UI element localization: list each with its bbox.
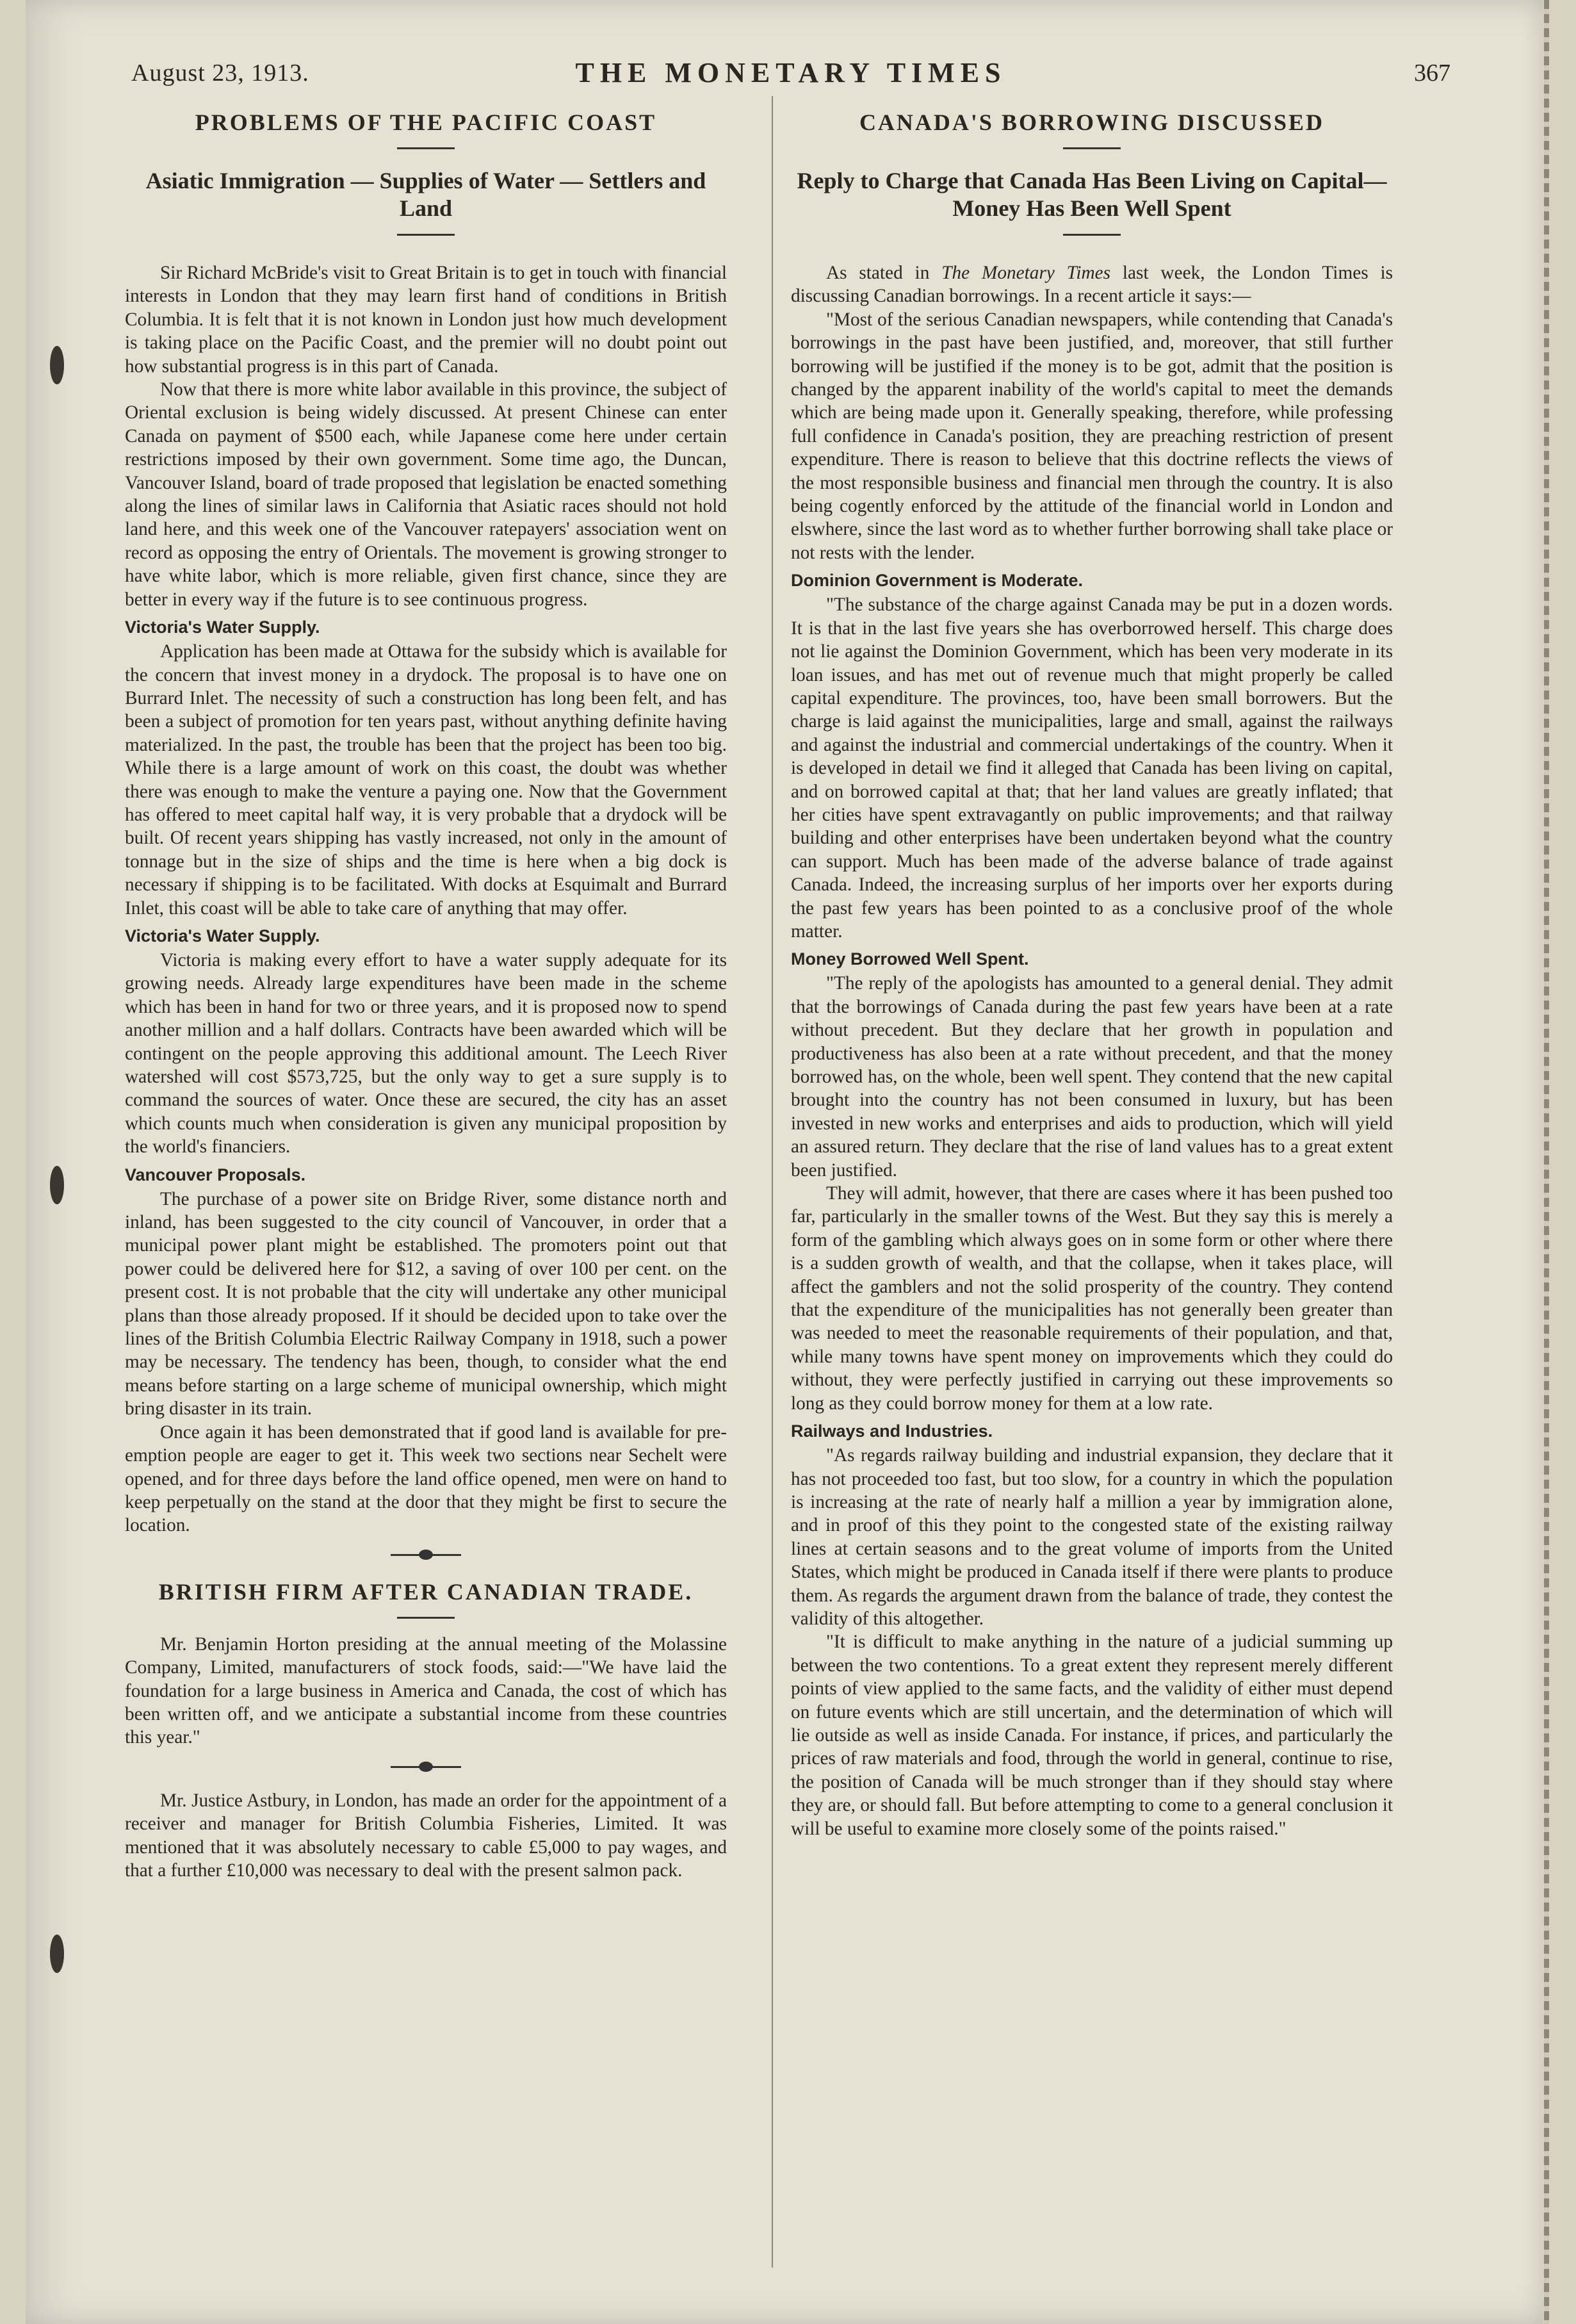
left-column [125, 96, 727, 1882]
paragraph: "The substance of the charge against Canada may be put in a dozen words. It is that in the last five years she has overborrowed herself. This charge does not lie against the Dominion Government, which has been very moderate in its loan issues, and has met out of revenue much that might properly be called capital expenditure. The provinces, too, have been small borrowers. But the charge is laid against the municipalities, large and small, against the railways and against the industrial and commercial undertakings of the country. When it is developed in detail we find it alleged that Canada has been living on capital, and on borrowed capital at that; that her land values are greatly inflated; that her cities have spent extravagantly on public improvements; and that railway building and other enterprises have been undertaken beyond what the country can support. Much has been made of the adverse balance of trade against Canada. Indeed, the increasing surplus of her imports over her exports during the past few years has been pointed to as a conclusive proof of the whole matter. [791, 594, 1393, 942]
paragraph: Now that there is more white labor available in this province, the subject of Oriental exclusion is being widely discussed. At present Chinese can enter Canada on payment of $500 each, while Japanese come here under certain restrictions imposed by their own government. Some time ago, the Duncan, Vancouver Island, board of trade proposed that legislation be enacted something along the lines of similar laws in California that Asiatic races should not hold land here, and this week one of the Vancouver ratepayers' association went on record as opposing the entry of Orientals. The movement is growing stronger to have white labor, which is more reliable, given first chance, since they are better in every way if the future is to see continuous progress. [125, 379, 727, 610]
page-edge [1544, 0, 1549, 2324]
paragraph: Mr. Justice Astbury, in London, has made an order for the appointment of a receiver and manager for British Columbia Fisheries, Limited. It was mentioned that it was absolutely necessary to cable £5,000 to pay wages, and that a further £10,000 was necessary to deal with the present salmon pack. [125, 1790, 727, 1881]
section-heading: Victoria's Water Supply. [125, 926, 320, 945]
title-rule [1063, 147, 1121, 149]
paragraph: Sir Richard McBride's visit to Great Britain is to get in touch with financial interests in London that they may learn first hand of conditions in British Columbia. It is felt that it is not known in London just how much development is taking place on the Pacific Coast, and the premier will no doubt point out how substantial progress is in this part of Canada. [125, 263, 727, 377]
section-heading: Money Borrowed Well Spent. [791, 949, 1029, 969]
section-heading: Railways and Industries. [791, 1421, 993, 1441]
binding-hole [50, 1935, 64, 1973]
binding-hole [50, 1166, 64, 1204]
paragraph: Once again it has been demonstrated that if good land is available for pre-emption people are eager to get it. This week two sections near Sechelt were opened, and for three days before the land office opened, men were on hand to keep perpetually on the stand at the door that they might be first to secure the location. [125, 1421, 727, 1536]
page-number: 367 [1414, 60, 1450, 86]
ornament-divider [391, 1760, 461, 1774]
binding-hole [50, 346, 64, 384]
issue-date: August 23, 1913. [131, 60, 309, 86]
article-title: CANADA'S BORROWING DISCUSSED [859, 110, 1325, 135]
paragraph: "As regards railway building and industrial expansion, they declare that it has not proceeded too fast, but too slow, for a country in which the population is increasing at the rate of nearly half a million a year by immigration alone, and in proof of this they point to the congested state of the existing railway lines at certain seasons and to the great volume of imports from the United States, which might be produced in Canada itself if there were plants to produce them. As regards the argument drawn from the balance of trade, they contest the validity of this altogether. [791, 1445, 1393, 1629]
section-heading: Victoria's Water Supply. [125, 618, 320, 637]
publication-name: The Monetary Times [941, 263, 1111, 283]
subtitle-rule [1063, 234, 1121, 236]
paragraph: The purchase of a power site on Bridge River, some distance north and inland, has been suggested to the city council of Vancouver, in order that a municipal power plant might be established. The promoters point out that power could be delivered here for $12, a saving of over 100 per cent. on the present cost. It is not probable that the city will undertake any other municipal plans than those already proposed. If it should be decided upon to take over the lines of the British Columbia Electric Railway Company in 1918, such a power may be necessary. The tendency has been, though, to consider what the end means before starting on a large scheme of municipal ownership, which might bring disaster in its train. [125, 1188, 727, 1420]
paragraph: They will admit, however, that there are cases where it has been pushed too far, particularly in the smaller towns of the West. But they say this is merely a form of the gambling which always goes on in some form or other where there is a sudden growth of wealth, and that the collapse, when it takes place, will affect the gamblers and not the solid prosperity of the country. They contend that the expenditure of the municipalities has not generally been greater than was needed to meet the reasonable requirements of their population, and that, while many towns have spent money on improvements which they could do without, they were perfectly justified in carrying out these improvements so long as they could borrow money for them at a low rate. [791, 1183, 1393, 1414]
paragraph: "The reply of the apologists has amounted to a general denial. They admit that the borrowings of Canada during the past few years have been at a rate without precedent. But they declare that her growth in population and productiveness has also been at a rate without precedent, and that the money borrowed has, on the whole, been well spent. They contend that the new capital brought into the country has not been consumed in luxury, but has been invested in new works and enterprises and aids to production, which will yield an assured return. They declare that the rise of land values has to a great extent been justified. [791, 973, 1393, 1181]
running-header [131, 59, 1450, 97]
title-rule [397, 147, 455, 149]
title-rule [397, 1617, 455, 1619]
section-heading: Dominion Government is Moderate. [791, 571, 1084, 591]
column-divider [772, 96, 773, 2268]
paragraph [791, 261, 1393, 308]
paragraph: Mr. Benjamin Horton presiding at the annual meeting of the Molassine Company, Limited, manufacturers of stock foods, said:—"We have laid the foundation for a large business in America and Canada, the cost of which has been written off, and we anticipate a substantial income from these countries this year." [125, 1633, 727, 1748]
subtitle-rule [397, 234, 455, 236]
article-subtitle: Asiatic Immigration — Supplies of Water — Settlers and Land [145, 168, 706, 221]
masthead: THE MONETARY TIMES [575, 57, 1007, 88]
article-subtitle: Reply to Charge that Canada Has Been Living on Capital—Money Has Been Well Spent [797, 168, 1387, 221]
article-title: BRITISH FIRM AFTER CANADIAN TRADE. [158, 1578, 694, 1605]
intro-text: last week, the London Times is discussing Canadian borrowings. In a recent article it says:— [791, 263, 1393, 307]
section-heading: Vancouver Proposals. [125, 1165, 306, 1184]
paragraph: "Most of the serious Canadian newspapers, while contending that Canada's borrowings in the past have been justified, and, moreover, that still further borrowing will be justified if the money is to be got, admit that the position is changed by the apparent inability of the world's capital to meet the demands which are being made upon it. Generally speaking, therefore, while professing full confidence in Canada's position, they are preaching restriction of present expenditure. There is reason to believe that this doctrine reflects the views of the most responsible business and financial men through the country. It is also being cogently enforced by the attitude of the financial world in London and elswhere, since the last word as to whether further borrowing shall take place or not rests with the lender. [791, 309, 1393, 563]
right-column [791, 96, 1393, 1840]
ornament-divider [391, 1548, 461, 1562]
intro-text: As stated in [826, 263, 942, 283]
paragraph: "It is difficult to make anything in the nature of a judicial summing up between the two contentions. To a great extent they represent merely different points of view applied to the same facts, and the validity of either must depend on future events which are still uncertain, and the determination of which will lie outside as well as inside Canada. For instance, if prices, and particularly the prices of raw materials and food, through the world in general, continue to rise, the position of Canada will be much stronger than if they should stay where they are, or should fall. But before attempting to come to a general conclusion it will be useful to examine more closely some of the points raised." [791, 1632, 1393, 1839]
paragraph: Application has been made at Ottawa for the subsidy which is available for the concern that invest money in a drydock. The proposal is to have one on Burrard Inlet. The necessity of such a construction has long been felt, and has been a subject of promotion for ten years past, without anything definite having materialized. In the past, the trouble has been that the project has been too big. While there is a large amount of work on this coast, the doubt was whether there was enough to make the venture a paying one. Now that the Government has offered to meet capital half way, it is very probable that a drydock will be built. Of recent years shipping has vastly increased, not only in the amount of tonnage but in the size of ships and the time is here when a big dock is necessary if shipping is to be facilitated. With docks at Esquimalt and Burrard Inlet, this coast will be able to take care of anything that may offer. [125, 641, 727, 919]
article-title: PROBLEMS OF THE PACIFIC COAST [195, 110, 657, 135]
paragraph: Victoria is making every effort to have a water supply adequate for its growing needs. Already large expenditures have been made in the scheme which has been in hand for two or three years, and it is proposed now to spend another million and a half dollars. Contracts have been awarded which will be contingent on the people approving this additional amount. The Leech River watershed will cost $573,725, but the only way to get a sure supply is to command the sources of water. Once these are secured, the city has an asset which counts much when consideration is given any municipal proposition by the world's financiers. [125, 949, 727, 1158]
